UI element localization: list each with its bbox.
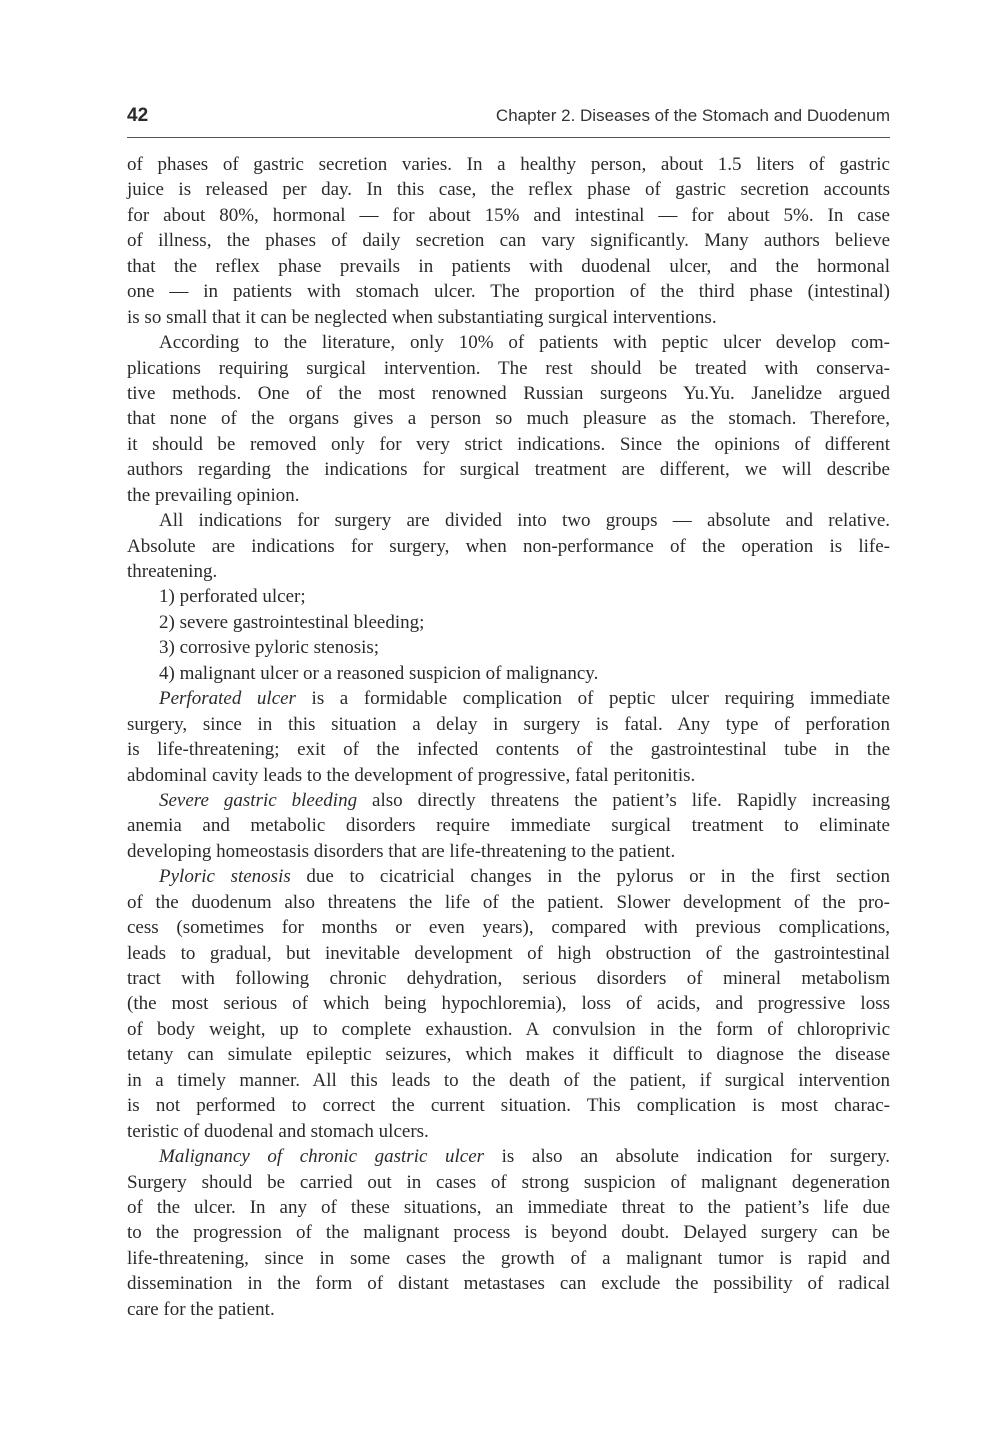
text-line <box>127 177 890 202</box>
text-line <box>127 737 890 762</box>
text-line <box>127 534 890 559</box>
line-text: in a timely manner. All this leads to the death of the patient, if surgical intervention <box>127 1069 890 1091</box>
line-text: juice is released per day. In this case, the reflex phase of gastric secretion accounts <box>127 179 890 201</box>
paragraph <box>127 686 890 788</box>
line-text: 4) malignant ulcer or a reasoned suspicion of malignancy. <box>159 662 599 684</box>
header-rule <box>127 137 890 138</box>
line-text: that none of the organs gives a person so much pleasure as the stomach. Therefore, <box>127 408 890 430</box>
text-line <box>127 228 890 253</box>
line-text: surgery, since in this situation a delay in surgery is fatal. Any type of perforation <box>127 713 890 735</box>
paragraph <box>127 635 890 660</box>
text-line <box>127 1042 890 1067</box>
paragraph <box>127 152 890 330</box>
line-text: dissemination in the form of distant metastases can exclude the possibility of radical <box>127 1273 890 1295</box>
running-header: Chapter 2. Diseases of the Stomach and Duodenum <box>495 106 890 125</box>
line-text: also directly threatens the patient’s life. Rapidly increasing <box>357 789 890 811</box>
text-line <box>127 584 890 609</box>
text-line <box>127 381 890 406</box>
text-line <box>127 1119 890 1144</box>
line-text: is not performed to correct the current situation. This complication is most charac- <box>127 1095 890 1117</box>
page-number: 42 <box>127 105 149 126</box>
line-text: care for the patient. <box>127 1298 275 1320</box>
text-line <box>127 686 890 711</box>
line-text: of phases of gastric secretion varies. In a healthy person, about 1.5 liters of gastric <box>127 154 890 175</box>
line-text: of the duodenum also threatens the life of the patient. Slower development of the pro- <box>127 891 890 913</box>
line-text: is also an absolute indication for surgery. <box>484 1146 890 1168</box>
text-line <box>127 254 890 279</box>
text-line <box>127 432 890 457</box>
line-text: of body weight, up to complete exhaustion. A convulsion in the form of chloroprivic <box>127 1018 890 1040</box>
text-line <box>127 1068 890 1093</box>
text-line <box>127 1297 890 1322</box>
text-line <box>127 1170 890 1195</box>
line-text: anemia and metabolic disorders require immediate surgical treatment to eliminate <box>127 815 890 837</box>
text-line <box>127 203 890 228</box>
line-text: threatening. <box>127 561 218 582</box>
text-line <box>127 1017 890 1042</box>
italic-term: Malignancy of chronic gastric ulcer <box>159 1146 485 1168</box>
line-text: teristic of duodenal and stomach ulcers. <box>127 1120 429 1142</box>
text-line <box>127 813 890 838</box>
italic-term: Severe gastric bleeding <box>159 789 358 811</box>
text-line <box>127 279 890 304</box>
line-text: 1) perforated ulcer; <box>159 586 306 608</box>
text-line <box>127 991 890 1016</box>
line-text: plications requiring surgical intervention. The rest should be treated with conserva- <box>127 357 890 379</box>
text-line <box>127 788 890 813</box>
line-text: life-threatening, since in some cases the growth of a malignant tumor is rapid and <box>127 1247 890 1269</box>
text-line <box>127 305 890 330</box>
line-text: is a formidable complication of peptic ulcer requiring immediate <box>295 688 891 710</box>
paragraph <box>127 661 890 686</box>
line-text: it should be removed only for very strict indications. Since the opinions of different <box>127 433 890 455</box>
text-line <box>127 1271 890 1296</box>
text-line <box>127 610 890 635</box>
text-line <box>127 763 890 788</box>
line-text: tive methods. One of the most renowned Russian surgeons Yu.Yu. Janelidze argued <box>127 382 890 404</box>
text-line <box>127 635 890 660</box>
line-text: of illness, the phases of daily secretion can vary significantly. Many authors believe <box>127 230 890 252</box>
line-text: According to the literature, only 10% of patients with peptic ulcer develop com- <box>159 332 890 354</box>
italic-term: Perforated ulcer <box>159 688 296 710</box>
line-text: authors regarding the indications for surgical treatment are different, we will describe <box>127 459 890 481</box>
paragraph <box>127 864 890 1144</box>
text-line <box>127 457 890 482</box>
line-text: (the most serious of which being hypochloremia), loss of acids, and progressive loss <box>127 993 890 1015</box>
line-text: one — in patients with stomach ulcer. The proportion of the third phase (intestinal) <box>127 281 890 303</box>
line-text: Absolute are indications for surgery, when non-performance of the operation is life- <box>127 535 890 557</box>
text-line <box>127 152 890 177</box>
text-line <box>127 406 890 431</box>
text-line <box>127 661 890 686</box>
text-line <box>127 508 890 533</box>
text-line <box>127 712 890 737</box>
line-text: cess (sometimes for months or even years), compared with previous complications, <box>127 917 890 939</box>
paragraph <box>127 1144 890 1322</box>
text-line <box>127 356 890 381</box>
text-line <box>127 1093 890 1118</box>
line-text: All indications for surgery are divided into two groups — absolute and relative. <box>159 510 890 532</box>
text-line <box>127 941 890 966</box>
italic-term: Pyloric stenosis <box>159 866 291 888</box>
line-text: due to cicatricial changes in the pylorus or in the first section <box>290 866 890 888</box>
paragraph <box>127 610 890 635</box>
text-line <box>127 559 890 584</box>
line-text: to the progression of the malignant process is beyond doubt. Delayed surgery can be <box>127 1222 890 1244</box>
line-text: that the reflex phase prevails in patients with duodenal ulcer, and the hormonal <box>127 255 890 277</box>
paragraph <box>127 330 890 508</box>
line-text: is life-threatening; exit of the infected contents of the gastrointestinal tube in the <box>127 739 890 761</box>
text-line <box>127 330 890 355</box>
paragraph <box>127 788 890 864</box>
text-line <box>127 966 890 991</box>
paragraph <box>127 508 890 584</box>
line-text: is so small that it can be neglected when substantiating surgical interventions. <box>127 306 717 328</box>
text-line <box>127 1246 890 1271</box>
body-text <box>127 152 890 1322</box>
text-line <box>127 839 890 864</box>
line-text: abdominal cavity leads to the development of progressive, fatal peritonitis. <box>127 764 696 786</box>
line-text: the prevailing opinion. <box>127 484 300 506</box>
line-text: 3) corrosive pyloric stenosis; <box>159 637 380 659</box>
line-text: developing homeostasis disorders that are life-threatening to the patient. <box>127 840 676 862</box>
line-text: tract with following chronic dehydration, serious disorders of mineral metabolism <box>127 968 890 989</box>
line-text: tetany can simulate epileptic seizures, which makes it difficult to diagnose the disease <box>127 1044 890 1066</box>
paragraph <box>127 584 890 609</box>
line-text: leads to gradual, but inevitable development of high obstruction of the gastrointestinal <box>127 942 890 964</box>
line-text: 2) severe gastrointestinal bleeding; <box>159 611 425 633</box>
text-line <box>127 864 890 889</box>
text-line <box>127 1220 890 1245</box>
text-line <box>127 1144 890 1169</box>
text-line <box>127 483 890 508</box>
line-text: of the ulcer. In any of these situations, an immediate threat to the patient’s life due <box>127 1196 890 1218</box>
line-text: for about 80%, hormonal — for about 15% and intestinal — for about 5%. In case <box>127 204 890 226</box>
text-line <box>127 915 890 940</box>
text-line <box>127 1195 890 1220</box>
line-text: Surgery should be carried out in cases of strong suspicion of malignant degeneration <box>127 1171 890 1193</box>
text-line <box>127 890 890 915</box>
